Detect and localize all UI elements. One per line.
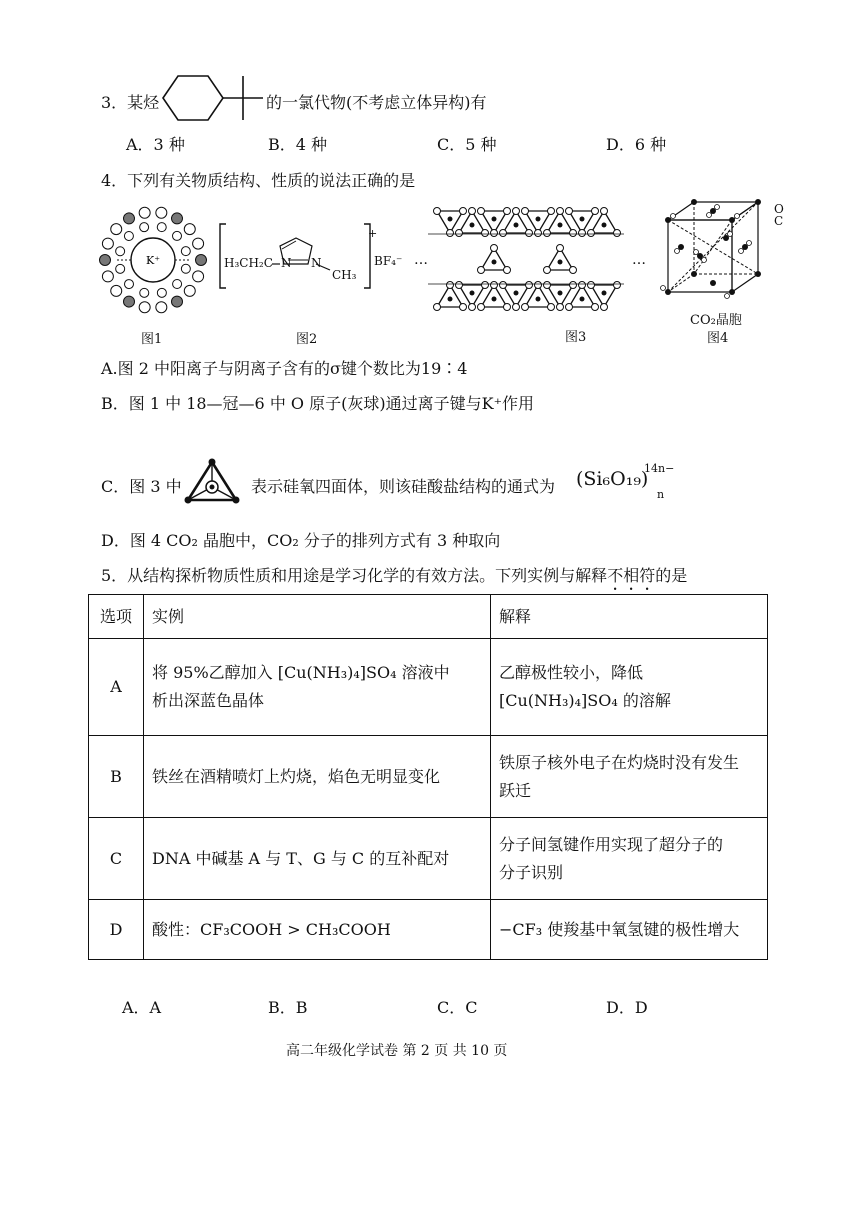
q5-row-b-example: 铁丝在酒精喷灯上灼烧，焰色无明显变化 (144, 736, 491, 818)
oxygen-atom (100, 255, 111, 266)
oxygen-atom (548, 208, 555, 215)
silicon-atom (580, 217, 585, 222)
oxygen-atom (513, 208, 520, 215)
q3-option-b: B．4 种 (268, 135, 328, 154)
oxygen-atom (579, 282, 586, 289)
q5-row-c-explanation (491, 818, 768, 900)
oxygen-atom (447, 282, 454, 289)
figure-1-crown-ether (97, 200, 209, 318)
q5-option-b: B．B (268, 998, 308, 1017)
oxygen-atom (570, 282, 577, 289)
hydrogen-atom (181, 264, 190, 273)
fig2-charge: + (368, 227, 378, 240)
oxygen-atom (566, 208, 573, 215)
q3-option-c: C．5 种 (437, 135, 497, 154)
oxygen-atom (592, 208, 599, 215)
silicon-atom (558, 291, 563, 296)
oxygen-atom (124, 296, 135, 307)
carbon-atom (156, 302, 167, 313)
oxygen-atom (544, 230, 551, 237)
silicon-atom (492, 297, 497, 302)
hydrogen-atom (116, 247, 125, 256)
oxygen-atom (478, 267, 485, 274)
fig2-ethyl-group: H₃CH₂C (224, 256, 273, 270)
oxygen-atom (557, 245, 564, 252)
figure-4-co2-unit-cell (660, 198, 770, 302)
silica-tetrahedron-icon (182, 456, 242, 506)
q5-row-c-option: C (89, 818, 144, 900)
q5-row-d-example: 酸性：CF₃COOH > CH₃COOH (144, 900, 491, 960)
oxygen-atom (478, 304, 485, 311)
q5-stem-tail: 的是 (655, 566, 688, 585)
oxygen-atom (548, 304, 555, 311)
silicon-atom (470, 291, 475, 296)
figure-3-caption: 图3 (565, 330, 587, 345)
silicon-atom (602, 291, 607, 296)
q4-option-b-tail: 作用 (502, 394, 535, 413)
hydrogen-atom (140, 288, 149, 297)
q5-row-a-example-line1: 将 95%乙醇加入 [Cu(NH₃)₄]SO₄ 溶液中 (152, 663, 450, 682)
q5-row-a-explanation-line1: 乙醇极性较小，降低 (499, 663, 644, 682)
carbon-atom (156, 207, 167, 218)
oxygen-atom (456, 230, 463, 237)
hydrogen-atom (173, 279, 182, 288)
oxygen-atom (482, 282, 489, 289)
page-footer: 高二年级化学试卷 第 2 页 共 10 页 (286, 1043, 508, 1059)
fig4-carbon-label: C (774, 214, 784, 228)
q4-option-d: D．图 4 CO₂ 晶胞中，CO₂ 分子的排列方式有 3 种取向 (101, 531, 501, 550)
hydrogen-atom (124, 232, 133, 241)
tert-butylcyclohexane-structure (158, 72, 268, 124)
oxygen-atom (172, 296, 183, 307)
q4-option-c-charge: 14n− (644, 462, 675, 475)
fig1-ion-label: K⁺ (145, 254, 161, 267)
q4-option-b (101, 391, 534, 414)
hydrogen-atom (125, 280, 134, 289)
oxygen-atom (513, 304, 520, 311)
oxygen-atom (557, 208, 564, 215)
silicon-atom (536, 217, 541, 222)
oxygen-atom (124, 213, 135, 224)
q4-option-b-ion: K⁺ (481, 394, 503, 413)
fig3-ellipsis-left: … (414, 252, 428, 268)
hydrogen-atom (181, 247, 190, 256)
q5-header-example: 实例 (144, 595, 491, 639)
q5-row-c-example: DNA 中碱基 A 与 T、G 与 C 的互补配对 (144, 818, 491, 900)
q4-option-b-text: B．图 1 中 18—冠—6 中 O 原子(灰球)通过离子键与 (101, 394, 482, 413)
silicon-atom (558, 223, 563, 228)
oxygen-atom (588, 230, 595, 237)
silicon-atom (514, 291, 519, 296)
oxygen-atom (504, 267, 511, 274)
fig2-nitrogen-1: N (281, 256, 292, 270)
silicon-atom (514, 223, 519, 228)
fig2-anion: BF₄⁻ (374, 254, 403, 268)
oxygen-atom (588, 282, 595, 289)
silicon-atom (602, 223, 607, 228)
oxygen-atom (579, 230, 586, 237)
q5-row-d-explanation: −CF₃ 使羧基中氧氢键的极性增大 (491, 900, 768, 960)
oxygen-atom (434, 208, 441, 215)
oxygen-atom (570, 230, 577, 237)
oxygen-atom (500, 230, 507, 237)
oxygen-atom (601, 304, 608, 311)
q5-stem-text: 5．从结构探析物质性质和用途是学习化学的有效方法。下列实例与解释 (101, 566, 608, 585)
silicon-atom (536, 297, 541, 302)
carbon-atom (139, 207, 150, 218)
figure-4-caption: 图4 (707, 331, 729, 346)
q3-stem-tail: 的一氯代物(不考虑立体异构)有 (266, 93, 487, 112)
hydrogen-atom (116, 264, 125, 273)
table-row (89, 818, 768, 900)
oxygen-atom (535, 230, 542, 237)
q4-stem: 4．下列有关物质结构、性质的说法正确的是 (101, 171, 416, 190)
hydrogen-atom (172, 231, 181, 240)
oxygen-atom (460, 208, 467, 215)
oxygen-atom (504, 208, 511, 215)
oxygen-atom (592, 304, 599, 311)
oxygen-atom (478, 208, 485, 215)
q5-option-a: A．A (122, 998, 162, 1017)
oxygen-atom (447, 230, 454, 237)
oxygen-atom (196, 255, 207, 266)
oxygen-atom (614, 230, 621, 237)
oxygen-atom (482, 230, 489, 237)
q5-header-explanation: 解释 (491, 595, 768, 639)
oxygen-atom (504, 304, 511, 311)
fig4-oxygen-label: O (774, 202, 784, 216)
q4-option-c-formula: (Si₆O₁₉) (576, 468, 649, 490)
q5-table (88, 594, 768, 960)
oxygen-atom (570, 267, 577, 274)
carbon-atom (193, 271, 204, 282)
hydrogen-atom (157, 288, 166, 297)
q5-row-a-explanation (491, 639, 768, 736)
q5-option-c: C．C (437, 998, 478, 1017)
q5-row-c-explanation-line1: 分子间氢键作用实现了超分子的 (499, 834, 724, 854)
fig3-ellipsis-right: … (632, 252, 646, 268)
q5-option-d: D．D (606, 998, 648, 1017)
silicon-atom (558, 260, 563, 265)
q5-table-header-row (89, 595, 768, 639)
oxygen-atom (522, 304, 529, 311)
q3-number: 3．某烃 (101, 93, 160, 112)
fig2-nitrogen-2: N (311, 256, 322, 270)
carbon-atom (193, 238, 204, 249)
oxygen-atom (614, 282, 621, 289)
carbon-atom (102, 271, 113, 282)
fig2-methyl-group: CH₃ (332, 268, 357, 282)
carbon-atom (102, 238, 113, 249)
carbon-atom (111, 224, 122, 235)
q5-row-a-explanation-line2: [Cu(NH₃)₄]SO₄ 的溶解 (499, 691, 671, 710)
carbon-atom (184, 285, 195, 296)
figure-2-caption: 图2 (296, 332, 318, 347)
oxygen-atom (526, 282, 533, 289)
silicon-atom (492, 217, 497, 222)
q4-option-a: A.图 2 中阳离子与阴离子含有的σ键个数比为19∶4 (101, 359, 468, 378)
q4-option-c-prefix: C．图 3 中 (101, 477, 182, 496)
q5-row-c-explanation-line2: 分子识别 (499, 862, 564, 882)
q5-row-b-option: B (89, 736, 144, 818)
carbon-atom (111, 285, 122, 296)
oxygen-atom (491, 245, 498, 252)
oxygen-atom (500, 282, 507, 289)
oxygen-atom (557, 304, 564, 311)
q4-option-c-subscript: n (657, 488, 665, 501)
silicon-atom (448, 217, 453, 222)
q4-option-c-middle: 表示硅氧四面体，则该硅酸盐结构的通式为 (251, 477, 556, 496)
q3-option-d: D．6 种 (606, 135, 667, 154)
hydrogen-atom (157, 223, 166, 232)
q5-row-b-explanation-line2: 跃迁 (499, 780, 532, 800)
figure-3-silicate-chain (410, 200, 642, 318)
oxygen-atom (172, 213, 183, 224)
oxygen-atom (491, 230, 498, 237)
q5-row-a-example-line2: 析出深蓝色晶体 (152, 691, 265, 710)
figure-4-label: CO₂晶胞 (690, 313, 742, 328)
q5-stem-emphasis: 不相符 (607, 566, 656, 585)
silicon-atom (492, 260, 497, 265)
q5-row-d-option: D (89, 900, 144, 960)
hydrogen-atom (140, 223, 149, 232)
table-row (89, 639, 768, 736)
silicon-atom (580, 297, 585, 302)
carbon-atom (139, 302, 150, 313)
carbon-atom (184, 224, 195, 235)
oxygen-atom (526, 230, 533, 237)
oxygen-atom (522, 208, 529, 215)
silicon-atom (470, 223, 475, 228)
oxygen-atom (460, 304, 467, 311)
oxygen-atom (434, 304, 441, 311)
oxygen-atom (491, 282, 498, 289)
q5-row-a-option: A (89, 639, 144, 736)
q5-stem (101, 563, 687, 594)
oxygen-atom (469, 304, 476, 311)
q5-row-a-example (144, 639, 491, 736)
oxygen-atom (535, 282, 542, 289)
oxygen-atom (601, 208, 608, 215)
oxygen-atom (456, 282, 463, 289)
silicon-atom (448, 297, 453, 302)
figure-1-caption: 图1 (141, 332, 163, 347)
q5-header-option: 选项 (89, 595, 144, 639)
oxygen-atom (544, 267, 551, 274)
oxygen-atom (469, 208, 476, 215)
oxygen-atom (566, 304, 573, 311)
oxygen-atom (544, 282, 551, 289)
q5-row-b-explanation (491, 736, 768, 818)
table-row (89, 736, 768, 818)
table-row (89, 900, 768, 960)
q5-row-b-explanation-line1: 铁原子核外电子在灼烧时没有发生 (499, 752, 740, 772)
q3-option-a: A．3 种 (126, 135, 185, 154)
